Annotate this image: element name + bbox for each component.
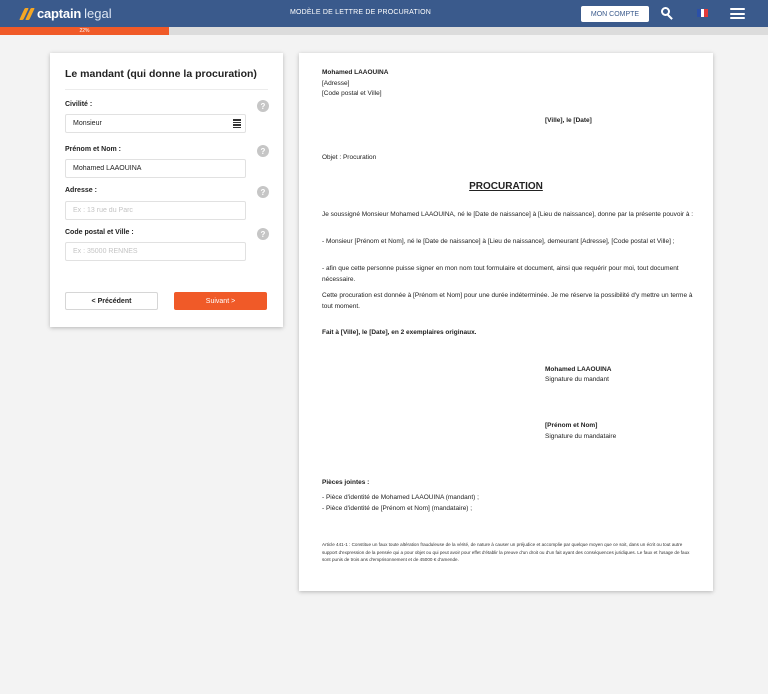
sender-address: [Adresse] — [322, 80, 350, 87]
logo-text-bold: captain — [37, 6, 82, 21]
help-icon[interactable]: ? — [257, 145, 269, 157]
signature-2-role: Signature du mandataire — [545, 433, 617, 440]
progress-label: 22% — [79, 28, 90, 34]
cp-label: Code postal et Ville : — [65, 229, 134, 236]
attachment-item: - Pièce d'identité de Mohamed LAAOUINA (mandant) ; — [322, 494, 479, 501]
form-card — [50, 53, 283, 327]
nom-input[interactable] — [65, 159, 246, 178]
place-date: [Ville], le [Date] — [545, 117, 592, 124]
help-icon[interactable]: ? — [257, 100, 269, 112]
adresse-label: Adresse : — [65, 187, 97, 194]
legal-notice: Article 441-1 : Constitue un faux toute altération frauduleuse de la vérité, de nature à causer un préjudice et accomplie par quelque moyen que ce soit, dans un écrit ou tout autre support d'expression de la pensée qui a pour objet ou qui peut avoir pour effet d'établir la preuve d'un droit ou d'un fait ayant des conséquences juridiques. Le faux et l'usage de faux sont punis de trois ans d'emprisonnement et de 45000 € d'amende. — [322, 542, 690, 563]
hamburger-menu-icon[interactable] — [730, 8, 745, 19]
list-icon[interactable] — [233, 119, 241, 128]
search-icon[interactable] — [661, 7, 674, 20]
attachments-title: Pièces jointes : — [322, 479, 370, 486]
previous-button[interactable]: < Précédent — [65, 292, 158, 310]
divider — [65, 89, 268, 90]
paragraph-4: Cette procuration est donnée à [Prénom et Nom] pour une durée indéterminée. Je me réserve la possibilité d'y mettre un terme à tout moment. — [322, 292, 693, 310]
civilite-label: Civilité : — [65, 101, 93, 108]
nom-label: Prénom et Nom : — [65, 146, 122, 153]
civilite-select[interactable] — [65, 114, 246, 133]
next-button[interactable]: Suivant > — [174, 292, 267, 310]
civilite-value: Monsieur — [73, 120, 102, 127]
sender-city: [Code postal et Ville] — [322, 90, 382, 97]
progress-bar — [0, 27, 768, 35]
paragraph-3: - afin que cette personne puisse signer en mon nom tout formulaire et document, ainsi que requérir pour moi, tout document nécessaire. — [322, 265, 679, 283]
paragraph-1: Je soussigné Monsieur Mohamed LAAOUINA, né le [Date de naissance] à [Lieu de naissance], donne par la présente pouvoir à : — [322, 211, 694, 218]
done-at: Fait à [Ville], le [Date], en 2 exemplaires originaux. — [322, 329, 477, 336]
signature-1-name: Mohamed LAAOUINA — [545, 366, 612, 373]
paragraph-2: - Monsieur [Prénom et Nom], né le [Date de naissance] à [Lieu de naissance], demeurant [Adresse], [Code postal et Ville] ; — [322, 238, 675, 245]
cp-input[interactable] — [65, 242, 246, 261]
logo-mark-icon — [20, 8, 34, 20]
logo-text-light: legal — [84, 6, 112, 21]
help-icon[interactable]: ? — [257, 186, 269, 198]
document-heading: PROCURATION — [469, 181, 543, 192]
attachment-item: - Pièce d'identité de [Prénom et Nom] (mandataire) ; — [322, 505, 473, 512]
help-icon[interactable]: ? — [257, 228, 269, 240]
form-title: Le mandant (qui donne la procuration) — [65, 68, 257, 80]
signature-1-role: Signature du mandant — [545, 376, 609, 383]
adresse-input[interactable] — [65, 201, 246, 220]
sender-name: Mohamed LAAOUINA — [322, 69, 389, 76]
progress-fill — [0, 27, 169, 35]
page-title: MODÈLE DE LETTRE DE PROCURATION — [290, 9, 432, 16]
document-preview — [299, 53, 713, 591]
signature-2-name: [Prénom et Nom] — [545, 422, 598, 429]
subject: Objet : Procuration — [322, 154, 377, 161]
logo[interactable] — [20, 5, 112, 22]
flag-fr-icon[interactable] — [697, 9, 708, 17]
account-button[interactable]: MON COMPTE — [581, 6, 649, 22]
top-bar — [0, 0, 768, 27]
